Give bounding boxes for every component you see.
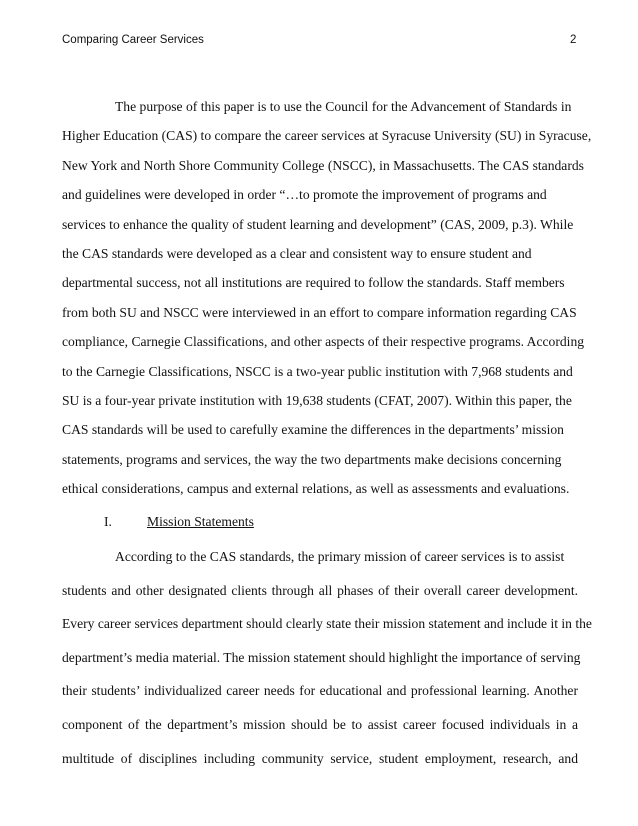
text-line: component of the department’s mission should be to assist career focused individuals in a	[62, 717, 578, 732]
text-line: to the Carnegie Classifications, NSCC is a two-year public institution with 7,968 students and	[62, 363, 573, 379]
text-line: CAS standards will be used to carefully examine the differences in the departments’ mission	[62, 422, 564, 438]
text-line: Higher Education (CAS) to compare the career services at Syracuse University (SU) in Syracuse,	[62, 128, 592, 144]
text-line: students and other designated clients through all phases of their overall career development.	[62, 582, 578, 598]
text-line: the CAS standards were developed as a clear and consistent way to ensure student and	[62, 246, 532, 261]
text-line: Every career services department should clearly state their mission statement and include it in the	[62, 616, 592, 632]
text-line: from both SU and NSCC were interviewed in an effort to compare information regarding CAS	[62, 304, 577, 320]
text-line: services to enhance the quality of student learning and development” (CAS, 2009, p.3). While	[62, 216, 574, 232]
text-line: The purpose of this paper is to use the Council for the Advancement of Standards in	[115, 99, 572, 114]
text-line: multitude of disciplines including community service, student employment, research, and	[62, 750, 578, 766]
section-title: Mission Statements	[147, 514, 254, 529]
text-line: SU is a four-year private institution with 19,638 students (CFAT, 2007). Within this paper, the	[62, 393, 572, 408]
text-line: departmental success, not all institutions are required to follow the standards. Staff members	[62, 275, 565, 291]
text-line: their students’ individualized career needs for educational and professional learning. Another	[62, 683, 578, 699]
text-line: department’s media material. The mission statement should highlight the importance of serving	[62, 649, 581, 665]
text-line: compliance, Carnegie Classifications, and other aspects of their respective programs. According	[62, 334, 585, 350]
text-line: New York and North Shore Community College (NSCC), in Massachusetts. The CAS standards	[62, 157, 584, 173]
text-line: and guidelines were developed in order “…to promote the improvement of programs and	[62, 187, 547, 203]
text-line: ethical considerations, campus and external relations, as well as assessments and evaluations.	[62, 481, 570, 497]
running-title: Comparing Career Services	[62, 34, 204, 46]
section-numeral: I.	[104, 514, 112, 529]
page-number: 2	[570, 34, 577, 46]
text-line: statements, programs and services, the way the two departments make decisions concerning	[62, 451, 562, 467]
text-line: According to the CAS standards, the primary mission of career services is to assist	[115, 549, 565, 564]
